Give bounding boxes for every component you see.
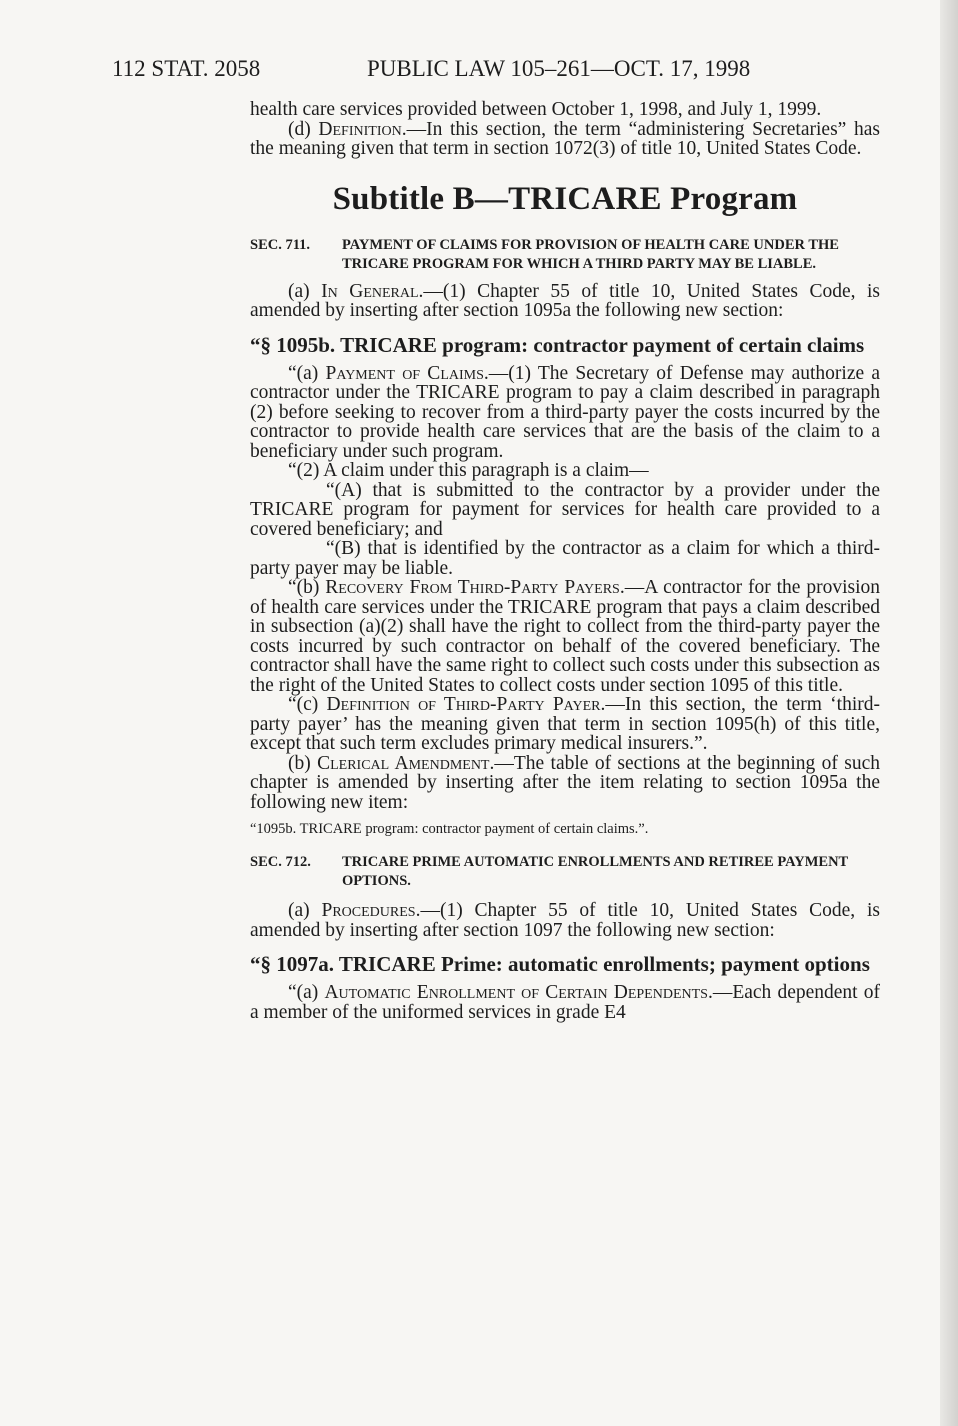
section-1095b-subsection-c: “(c) Definition of Third-Party Payer.—In this section, the term ‘third-party payer’ has the meaning given that term in section 1095(h) of this title, except that such term excludes primary medical insurers.”. — [250, 694, 880, 754]
page-edge-shadow — [940, 0, 958, 1426]
subtitle-heading: Subtitle B—TRICARE Program — [332, 180, 798, 217]
subsection-heading: Procedures. — [321, 900, 421, 921]
section-number: SEC. 711. — [250, 236, 311, 253]
subsection-heading: Payment of Claims. — [325, 362, 489, 384]
section-number: SEC. 712. — [250, 854, 311, 870]
section-712-heading — [250, 853, 880, 891]
subsection-heading: In General. — [321, 280, 424, 302]
page-body — [250, 100, 880, 1022]
subsection-heading: Recovery From Third-Party Payers. — [325, 577, 625, 598]
section-1095b-paragraph-2: “(2) A claim under this paragraph is a claim— — [288, 460, 649, 481]
table-of-sections-item: “1095b. TRICARE program: contractor payment of certain claims.”. — [250, 821, 649, 837]
section-712-subsection-a: (a) Procedures.—(1) Chapter 55 of title 10, United States Code, is amended by inserting after section 1097 the following new section: — [250, 900, 880, 941]
public-law-citation: PUBLIC LAW 105–261—OCT. 17, 1998 — [367, 56, 751, 81]
section-1095b-subsection-a: “(a) Payment of Claims.—(1) The Secretary of Defense may authorize a contractor under the TRICARE program to pay a claim described in paragraph (2) before seeking to recover from a third-party payer the costs incurred by the contractor to provide health care services that are the basis of the claim to a beneficiary under such program. — [250, 362, 880, 462]
subsection-d-definition: (d) Definition.—In this section, the term “administering Secretaries” has the meaning given that term in section 1072(3) of title 10, United States Code. — [250, 118, 880, 159]
section-1095b-subsection-b: “(b) Recovery From Third-Party Payers.—A contractor for the provision of health care services under the TRICARE program that pays a claim described in subsection (a)(2) shall have the right to collect from the third-party payer the costs incurred by such contractor on behalf of the covered beneficiary. The contractor shall have the same right to collect such costs under this subsection as the right of the United States to collect costs under section 1095 of this title. — [250, 577, 880, 696]
section-711-subsection-a: (a) In General.—(1) Chapter 55 of title 10, United States Code, is amended by inserting after section 1095a the following new section: — [250, 280, 880, 321]
section-title: TRICARE PRIME AUTOMATIC ENROLLMENTS AND RETIREE PAYMENT OPTIONS. — [342, 854, 848, 889]
section-1095b-subparagraph-B: “(B) that is identified by the contractor as a claim for which a third-party payer may be liable. — [250, 538, 880, 579]
continued-paragraph: health care services provided between October 1, 1998, and July 1, 1999. — [250, 99, 822, 120]
section-1097a-heading: “§ 1097a. TRICARE Prime: automatic enrollments; payment options — [250, 952, 870, 976]
section-711-subsection-b: (b) Clerical Amendment.—The table of sections at the beginning of such chapter is amended by inserting after the item relating to section 1095a the following new item: — [250, 752, 880, 813]
subsection-heading: Definition of Third-Party Payer. — [326, 694, 606, 715]
section-711-heading — [250, 236, 880, 274]
section-1095b-heading: “§ 1095b. TRICARE program: contractor payment of certain claims — [250, 332, 865, 357]
subsection-heading: Clerical Amendment. — [317, 752, 495, 774]
statute-page-number: 112 STAT. 2058 — [112, 56, 261, 81]
subsection-heading: Automatic Enrollment of Certain Dependents. — [324, 982, 713, 1003]
section-1097a-subsection-a: “(a) Automatic Enrollment of Certain Dependents.—Each dependent of a member of the uniformed services in grade E4 — [250, 982, 880, 1023]
subsection-heading: Definition. — [318, 118, 407, 140]
section-title: PAYMENT OF CLAIMS FOR PROVISION OF HEALTH CARE UNDER THE TRICARE PROGRAM FOR WHICH A THIRD PARTY MAY BE LIABLE. — [342, 236, 839, 272]
running-header — [0, 56, 958, 86]
section-1095b-subparagraph-A: “(A) that is submitted to the contractor by a provider under the TRICARE program for payment for services for health care provided to a covered beneficiary; and — [250, 479, 880, 540]
